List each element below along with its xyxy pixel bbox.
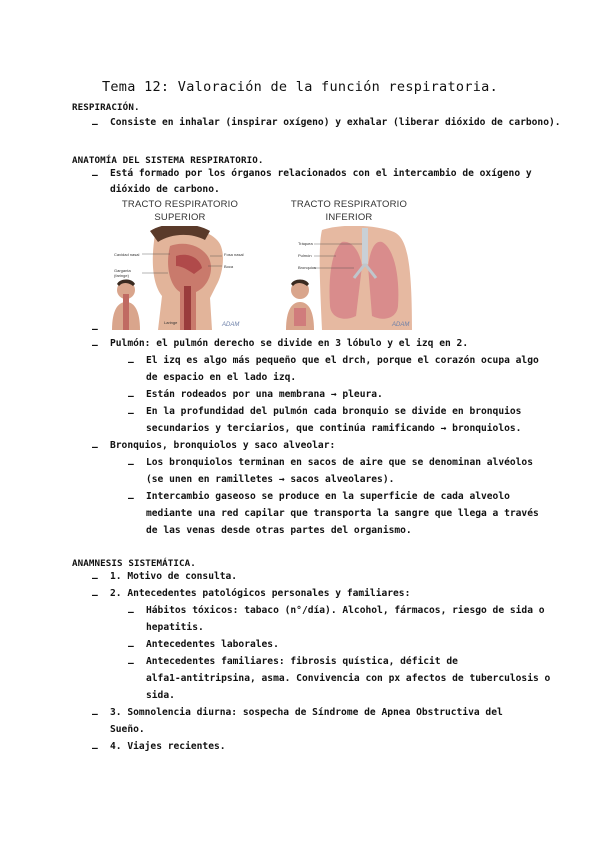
figure-label: Boca	[224, 264, 234, 269]
sub-list-item: Los bronquiolos terminan en sacos de aire que se denominan alvéolos	[146, 457, 533, 468]
list-item: Está formado por los órganos relacionados con el intercambio de oxígeno y	[110, 168, 532, 179]
bullet-dash: –	[128, 658, 134, 669]
section-heading-anatomia: ANATOMÍA DEL SISTEMA RESPIRATORIO.	[72, 155, 264, 166]
sub-list-item-continued: sida.	[146, 690, 175, 701]
sub-list-item-continued: de espacio en el lado izq.	[146, 372, 297, 383]
figure-label: Fosa nasal	[224, 252, 244, 257]
sub-list-item-continued: hepatitis.	[146, 622, 204, 633]
figure-label: Garganta (faringe)	[114, 268, 131, 278]
sub-list-item: Hábitos tóxicos: tabaco (n°/día). Alcohol, fármacos, riesgo de sida o	[146, 605, 545, 616]
bullet-dash: –	[92, 442, 98, 453]
sub-list-item-continued: secundarios y terciarios, que continúa ramificando → bronquiolos.	[146, 423, 522, 434]
figure-label: Tráquea	[298, 241, 313, 246]
sub-list-item: Antecedentes laborales.	[146, 639, 279, 650]
bullet-dash: –	[128, 408, 134, 419]
bullet-dash: –	[128, 607, 134, 618]
list-item: 1. Motivo de consulta.	[110, 571, 238, 582]
bullet-dash: –	[128, 493, 134, 504]
list-item-continued: Sueño.	[110, 724, 145, 735]
upper-respiratory-illustration	[110, 226, 250, 330]
figure-label: Bronquios	[298, 265, 317, 270]
figure-caption: INFERIOR	[325, 212, 373, 223]
sub-list-item-continued: (se unen en ramilletes → sacos alveolares).	[146, 474, 395, 485]
sub-list-item-continued: mediante una red capilar que transporta la sangre que llega a través	[146, 508, 539, 519]
figure-caption: TRACTO RESPIRATORIO	[121, 199, 239, 210]
sub-list-item-continued: alfa1-antitripsina, asma. Convivencia con px afectos de tuberculosis o	[146, 673, 551, 684]
bullet-dash: –	[92, 119, 98, 130]
list-item: 3. Somnolencia diurna: sospecha de Síndrome de Apnea Obstructiva del	[110, 707, 503, 718]
list-item: Pulmón: el pulmón derecho se divide en 3 lóbulo y el izq en 2.	[110, 338, 469, 349]
adam-watermark: ADAM	[392, 322, 410, 328]
bullet-dash: –	[92, 324, 98, 335]
bullet-dash: –	[128, 391, 134, 402]
upper-respiratory-figure	[110, 198, 250, 332]
list-item: Bronquios, bronquiolos y saco alveolar:	[110, 440, 336, 451]
list-item: Consiste en inhalar (inspirar oxígeno) y exhalar (liberar dióxido de carbono).	[110, 117, 561, 128]
bullet-dash: –	[92, 709, 98, 720]
figure-label: Cavidad nasal	[114, 252, 140, 257]
list-item: 4. Viajes recientes.	[110, 741, 226, 752]
bullet-dash: –	[92, 743, 98, 754]
sub-list-item: Intercambio gaseoso se produce en la superficie de cada alveolo	[146, 491, 510, 502]
bullet-dash: –	[92, 340, 98, 351]
section-heading-respiracion: RESPIRACIÓN.	[72, 102, 140, 113]
list-item: 2. Antecedentes patológicos personales y familiares:	[110, 588, 411, 599]
lower-respiratory-figure	[284, 198, 414, 332]
figure-label: Pulmón	[298, 253, 312, 258]
list-item-continued: dióxido de carbono.	[110, 184, 220, 195]
bullet-dash: –	[128, 641, 134, 652]
bullet-dash: –	[92, 170, 98, 181]
sub-list-item: En la profundidad del pulmón cada bronquio se divide en bronquios	[146, 406, 522, 417]
figure-label: Laringe	[164, 320, 178, 325]
bullet-dash: –	[128, 459, 134, 470]
sub-list-item-continued: de las venas desde otras partes del organismo.	[146, 525, 412, 536]
bullet-dash: –	[92, 590, 98, 601]
sub-list-item: Están rodeados por una membrana → pleura.	[146, 389, 383, 400]
page-title: Tema 12: Valoración de la función respiratoria.	[101, 79, 499, 95]
section-heading-anamnesis: ANAMNESIS SISTEMÁTICA.	[72, 558, 196, 569]
sub-list-item: El izq es algo más pequeño que el drch, porque el corazón ocupa algo	[146, 355, 539, 366]
adam-watermark: ADAM	[222, 322, 240, 328]
sub-list-item: Antecedentes familiares: fibrosis quística, déficit de	[146, 656, 458, 667]
bullet-dash: –	[92, 573, 98, 584]
figure-caption: TRACTO RESPIRATORIO	[290, 199, 408, 210]
bullet-dash: –	[128, 357, 134, 368]
figure-caption: SUPERIOR	[154, 212, 206, 223]
